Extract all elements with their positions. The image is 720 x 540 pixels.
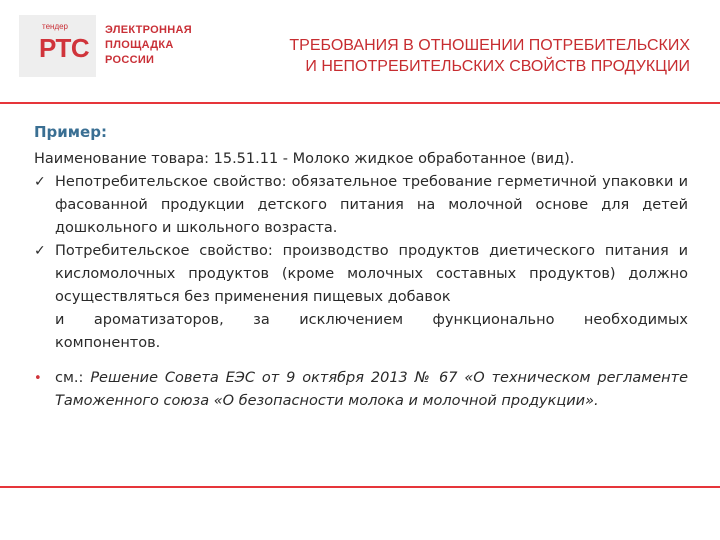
- list-item: [34, 171, 688, 240]
- list-item-text-justified: и ароматизаторов, за исключением функционально необходимых: [55, 312, 688, 328]
- list-item-text: Непотребительское свойство: обязательное требование герметичной упаковки и фасованной продукции детского питания на молочной основе для детей дошкольного и школьного возраста.: [55, 174, 688, 236]
- logo-top-label: тендер: [42, 22, 69, 31]
- page-title-line-2: И НЕПОТРЕБИТЕЛЬСКИХ СВОЙСТВ ПРОДУКЦИИ: [305, 58, 690, 75]
- logo-badge: [19, 15, 96, 77]
- check-icon: ✓: [34, 243, 46, 259]
- list-item: [34, 240, 688, 355]
- example-label: Пример:: [34, 123, 107, 141]
- reference-text: Решение Совета ЕЭС от 9 октября 2013 № 67 «О техническом регламенте Таможенного союза «О безопасности молока и молочной продукции».: [55, 370, 688, 409]
- logo-brand: РТС: [39, 33, 90, 63]
- page-title: [190, 35, 690, 77]
- bullet-icon: •: [34, 371, 42, 386]
- bottom-divider: [0, 486, 720, 488]
- logo-line-1: ЭЛЕКТРОННАЯ: [105, 24, 192, 36]
- list-item-text: Потребительское свойство: производство продуктов диетического питания и кисломолочных продуктов (кроме молочных составных продуктов) должно осуществляться без применения пищевых добавок: [55, 243, 688, 305]
- page-title-line-1: ТРЕБОВАНИЯ В ОТНОШЕНИИ ПОТРЕБИТЕЛЬСКИХ: [289, 37, 690, 54]
- logo-text: [105, 23, 192, 68]
- reference-item: [34, 367, 688, 413]
- logo-line-2: ПЛОЩАДКА: [105, 39, 174, 51]
- logo-line-3: РОССИИ: [105, 54, 155, 66]
- check-icon: ✓: [34, 174, 46, 190]
- list-item-text-end: компонентов.: [55, 335, 161, 351]
- product-line: Наименование товара: 15.51.11 - Молоко жидкое обработанное (вид).: [34, 151, 575, 167]
- reference-prefix: см.:: [55, 370, 84, 386]
- slide-content: [34, 121, 688, 413]
- logo: [19, 15, 192, 77]
- top-divider: [0, 102, 720, 104]
